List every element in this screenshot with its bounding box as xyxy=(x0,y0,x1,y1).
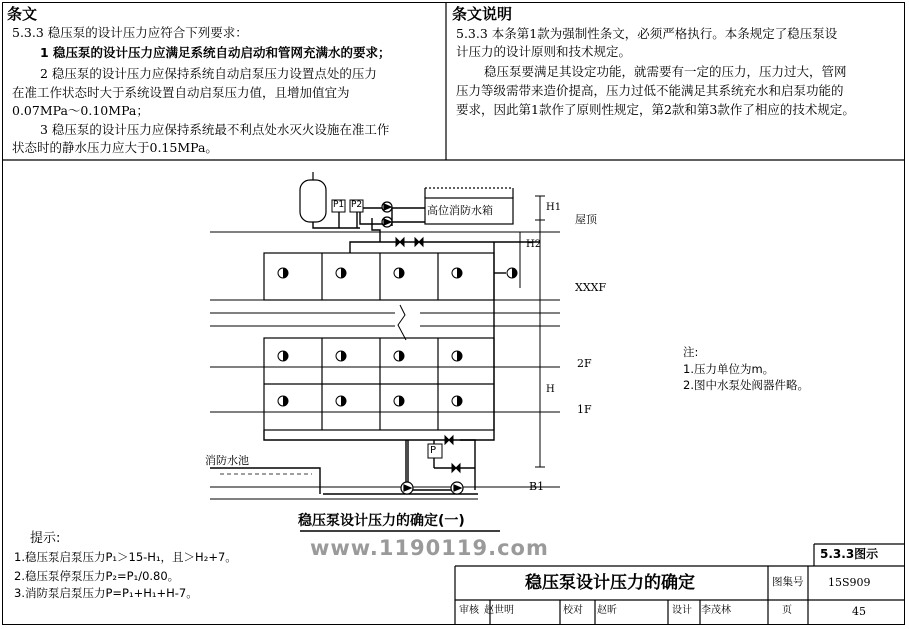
dimension-lines xyxy=(515,196,545,467)
tip-item-1: 1.稳压泵启泵压力P₁＞15-H₁，且＞H₂+7。 xyxy=(14,550,237,564)
break-symbol xyxy=(398,305,406,340)
explanation-line-1: 5.3.3 本条第1款为强制性条文，必须严格执行。本条规定了稳压泵设 xyxy=(456,26,838,41)
provision-line-5: 0.07MPa～0.10MPa； xyxy=(12,103,149,118)
floor-label-xxxf: XXXF xyxy=(575,281,607,294)
provision-line-7: 状态时的静水压力应大于0.15MPa。 xyxy=(12,140,218,155)
dimension-h2-label: H2 xyxy=(526,239,542,250)
page-number: 45 xyxy=(852,605,866,618)
dimension-h1-label: H1 xyxy=(546,202,562,213)
provision-heading: 条文 xyxy=(7,5,38,23)
explanation-line-3: 稳压泵要满足其设定功能，就需要有一定的压力，压力过大，管网 xyxy=(484,64,847,79)
provision-line-2: 1 稳压泵的设计压力应满足系统自动启动和管网充满水的要求； xyxy=(40,45,391,60)
floor-label-b1: B1 xyxy=(529,480,545,493)
valve-icons xyxy=(396,238,460,472)
watermark: www.1190119.com xyxy=(310,536,549,560)
diagram-caption: 稳压泵设计压力的确定(一) xyxy=(298,513,465,529)
explanation-line-4: 压力等级需带来造价提高，压力过低不能满足其系统充水和启泵功能的 xyxy=(456,83,844,98)
floor-label-1f: 1F xyxy=(577,403,592,416)
fire-pump-icons xyxy=(401,482,463,494)
gauge-p1-label: P1 xyxy=(333,200,345,210)
dimension-h-label: H xyxy=(546,384,555,395)
gauge-p-label: P xyxy=(430,445,437,456)
explanation-line-2: 计压力的设计原则和技术规定。 xyxy=(456,44,632,59)
tip-item-2: 2.稳压泵停泵压力P₂=P₁/0.80。 xyxy=(14,569,180,583)
high-tank-label: 高位消防水箱 xyxy=(427,204,493,217)
tip-item-3: 3.消防泵启泵压力P=P₁+H₁+H-7。 xyxy=(14,586,198,600)
pipe-network xyxy=(210,208,540,494)
explanation-heading: 条文说明 xyxy=(452,5,513,23)
drawing-title: 稳压泵设计压力的确定 xyxy=(525,573,695,593)
page-label: 页 xyxy=(782,605,792,616)
provision-line-3: 2 稳压泵的设计压力应保持系统自动启泵压力设置点处的压力 xyxy=(40,66,377,81)
check-label: 校对 xyxy=(563,605,583,616)
review-label: 审核 xyxy=(459,605,479,616)
tips-heading: 提示: xyxy=(30,531,61,546)
designer-name: 李茂林 xyxy=(701,605,731,616)
atlas-no-label: 图集号 xyxy=(772,576,804,588)
pool-label: 消防水池 xyxy=(205,454,249,467)
sprinkler-icons xyxy=(278,268,517,406)
note-item-2: 2.图中水泵处阀器件略。 xyxy=(683,378,809,392)
floor-label-roof: 屋顶 xyxy=(575,213,597,226)
note-item-1: 1.压力单位为m。 xyxy=(683,362,775,376)
explanation-line-5: 要求，因此第1款作了原则性规定，第2款和第3款作了相应的技术规定。 xyxy=(456,102,855,117)
checker-name: 赵昕 xyxy=(597,605,617,616)
pressure-tank-icon xyxy=(300,172,326,222)
notes-heading: 注: xyxy=(683,345,699,359)
provision-line-4: 在准工作状态时大于系统设置自动启泵压力值，且增加值宜为 xyxy=(12,85,350,100)
floor-label-2f: 2F xyxy=(577,357,592,370)
atlas-no-value: 15S909 xyxy=(828,576,871,589)
provision-line-6: 3 稳压泵的设计压力应保持系统最不利点处水灭火设施在准工作 xyxy=(40,122,390,137)
gauge-p2-label: P2 xyxy=(351,200,363,210)
section-tag: 5.3.3图示 xyxy=(820,547,879,561)
stabilizing-pump-icon xyxy=(382,202,392,227)
provision-line-1: 5.3.3 稳压泵的设计压力应符合下列要求： xyxy=(12,25,248,40)
reviewer-name: 赵世明 xyxy=(484,605,514,616)
design-label: 设计 xyxy=(672,605,692,616)
